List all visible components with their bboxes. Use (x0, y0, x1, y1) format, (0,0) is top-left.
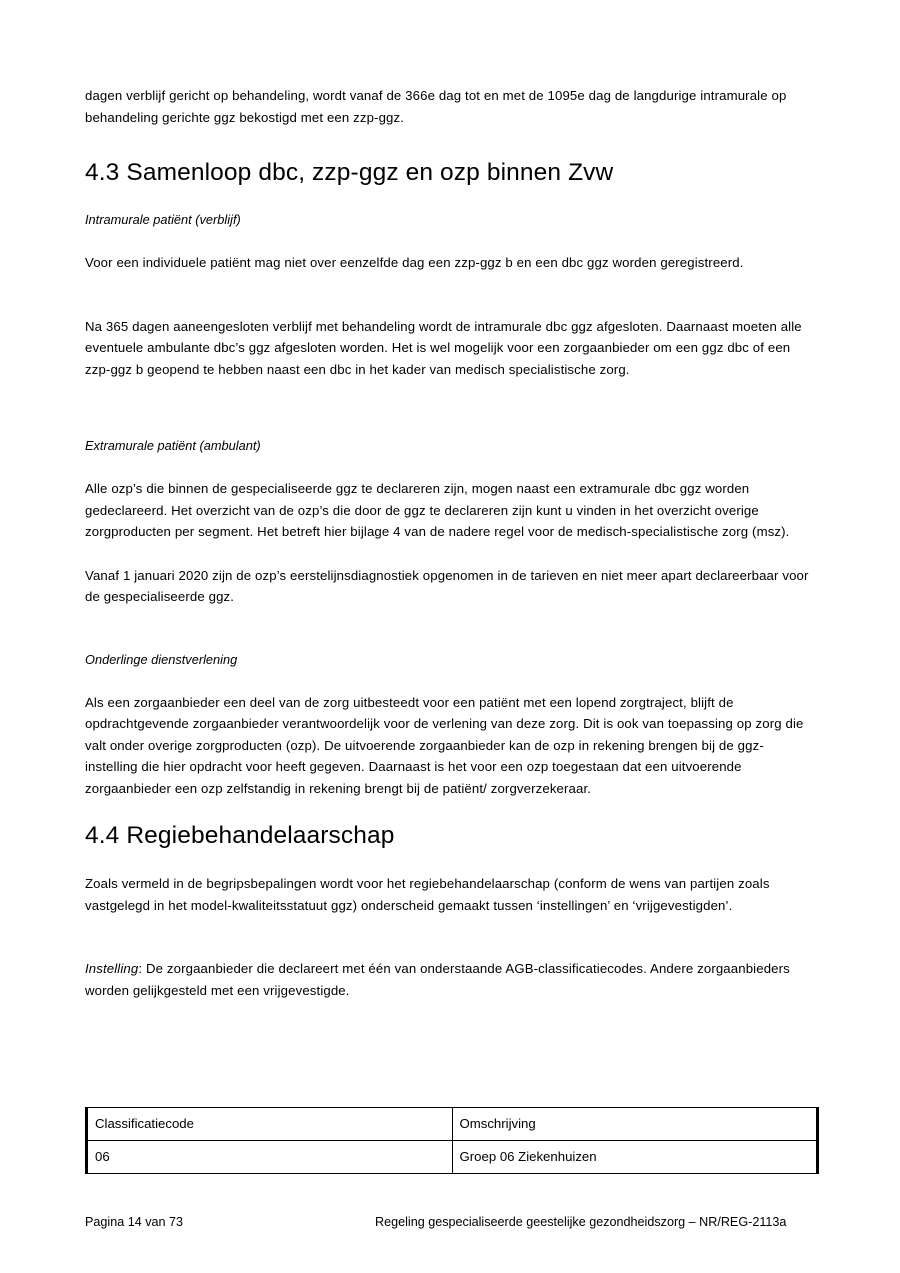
subheading-extramurale-patient: Extramurale patiënt (ambulant) (85, 438, 261, 453)
instelling-paragraph (85, 958, 815, 1001)
table-header-omschrijving: Omschrijving (452, 1108, 817, 1141)
classificatiecodes-table (87, 1107, 817, 1174)
extramurale-paragraph-2: Vanaf 1 januari 2020 zijn de ozp’s eerstelijnsdiagnostiek opgenomen in de tarieven en niet meer apart declareerbaar voor de gespecialiseerde ggz. (85, 567, 809, 604)
subheading-onderlinge-dienstverlening: Onderlinge dienstverlening (85, 651, 238, 667)
instelling-text: : De zorgaanbieder die declareert met één van onderstaande AGB-classificatiecodes. Andere zorgaanbieders worden gelijkgesteld met een vrijgevestigde. (85, 961, 790, 998)
regiebehandelaarschap-paragraph: Zoals vermeld in de begripsbepalingen wordt voor het regiebehandelaarschap (conform de wens van partijen zoals vastgelegd in het model-kwaliteitsstatuut ggz) onderscheid gemaakt tussen ‘instellingen’ en ‘vrijgevestigden’. (85, 876, 770, 913)
table-row (88, 1141, 817, 1174)
page-content (85, 85, 815, 1174)
intramurale-paragraph-2: Na 365 dagen aaneengesloten verblijf met behandeling wordt de intramurale dbc ggz afgesloten. Daarnaast moeten alle eventuele ambulante dbc’s ggz afgesloten worden. Het is wel mogelijk voor een zorgaanbieder om een ggz dbc of een zzp-ggz b geopend te hebben naast een dbc in het kader van medisch specialistische zorg. (85, 318, 802, 377)
section-4-3-heading: 4.3 Samenloop dbc, zzp-ggz en ozp binnen Zvw (85, 159, 614, 186)
intramurale-paragraph-1: Voor een individuele patiënt mag niet over eenzelfde dag een zzp-ggz b en een dbc ggz worden geregistreerd. (85, 255, 744, 270)
extramurale-paragraph-1: Alle ozp’s die binnen de gespecialiseerde ggz te declareren zijn, mogen naast een extramurale dbc ggz worden gedeclareerd. Het overzicht van de ozp’s die door de ggz te declareren zijn kunt u vinden in het overzicht overige zorgproducten per segment. Het betreft hier bijlage 4 van de nadere regel voor de medisch-specialistische zorg (msz). (85, 481, 790, 539)
subheading-intramurale-patient: Intramurale patiënt (verblijf) (85, 212, 241, 227)
table-cell-code: 06 (88, 1141, 453, 1174)
onderlinge-dienstverlening-paragraph: Als een zorgaanbieder een deel van de zorg uitbesteedt voor een patiënt met een lopend zorgtraject, blijft de opdrachtgevende zorgaanbieder verantwoordelijk voor de verlening van deze zorg. Dit is ook van toepassing op zorg die valt onder overige zorgproducten (ozp). De uitvoerende zorgaanbieder kan de ozp in rekening brengen bij de ggz-instelling die hier opdracht voor heeft gegeven. Daarnaast is het voor een ozp toegestaan dat een uitvoerende zorgaanbieder een ozp zelfstandig in rekening brengt bij de patiënt/ zorgverzekeraar. (85, 694, 804, 796)
footer-document-title: Regeling gespecialiseerde geestelijke gezondheidszorg – NR/REG-2113a (375, 1215, 787, 1229)
table-header-classificatiecode: Classificatiecode (88, 1108, 453, 1141)
section-4-4-heading: 4.4 Regiebehandelaarschap (85, 822, 395, 849)
table-header-row (88, 1108, 817, 1141)
instelling-label: Instelling (85, 961, 139, 976)
page-footer (85, 1213, 815, 1231)
table-cell-omschrijving: Groep 06 Ziekenhuizen (452, 1141, 817, 1174)
intro-paragraph: dagen verblijf gericht op behandeling, wordt vanaf de 366e dag tot en met de 1095e dag de langdurige intramurale op behandeling gerichte ggz bekostigd met een zzp-ggz. (85, 88, 787, 125)
footer-page-number: Pagina 14 van 73 (85, 1215, 184, 1229)
classificatiecodes-table-wrap (85, 1107, 819, 1174)
